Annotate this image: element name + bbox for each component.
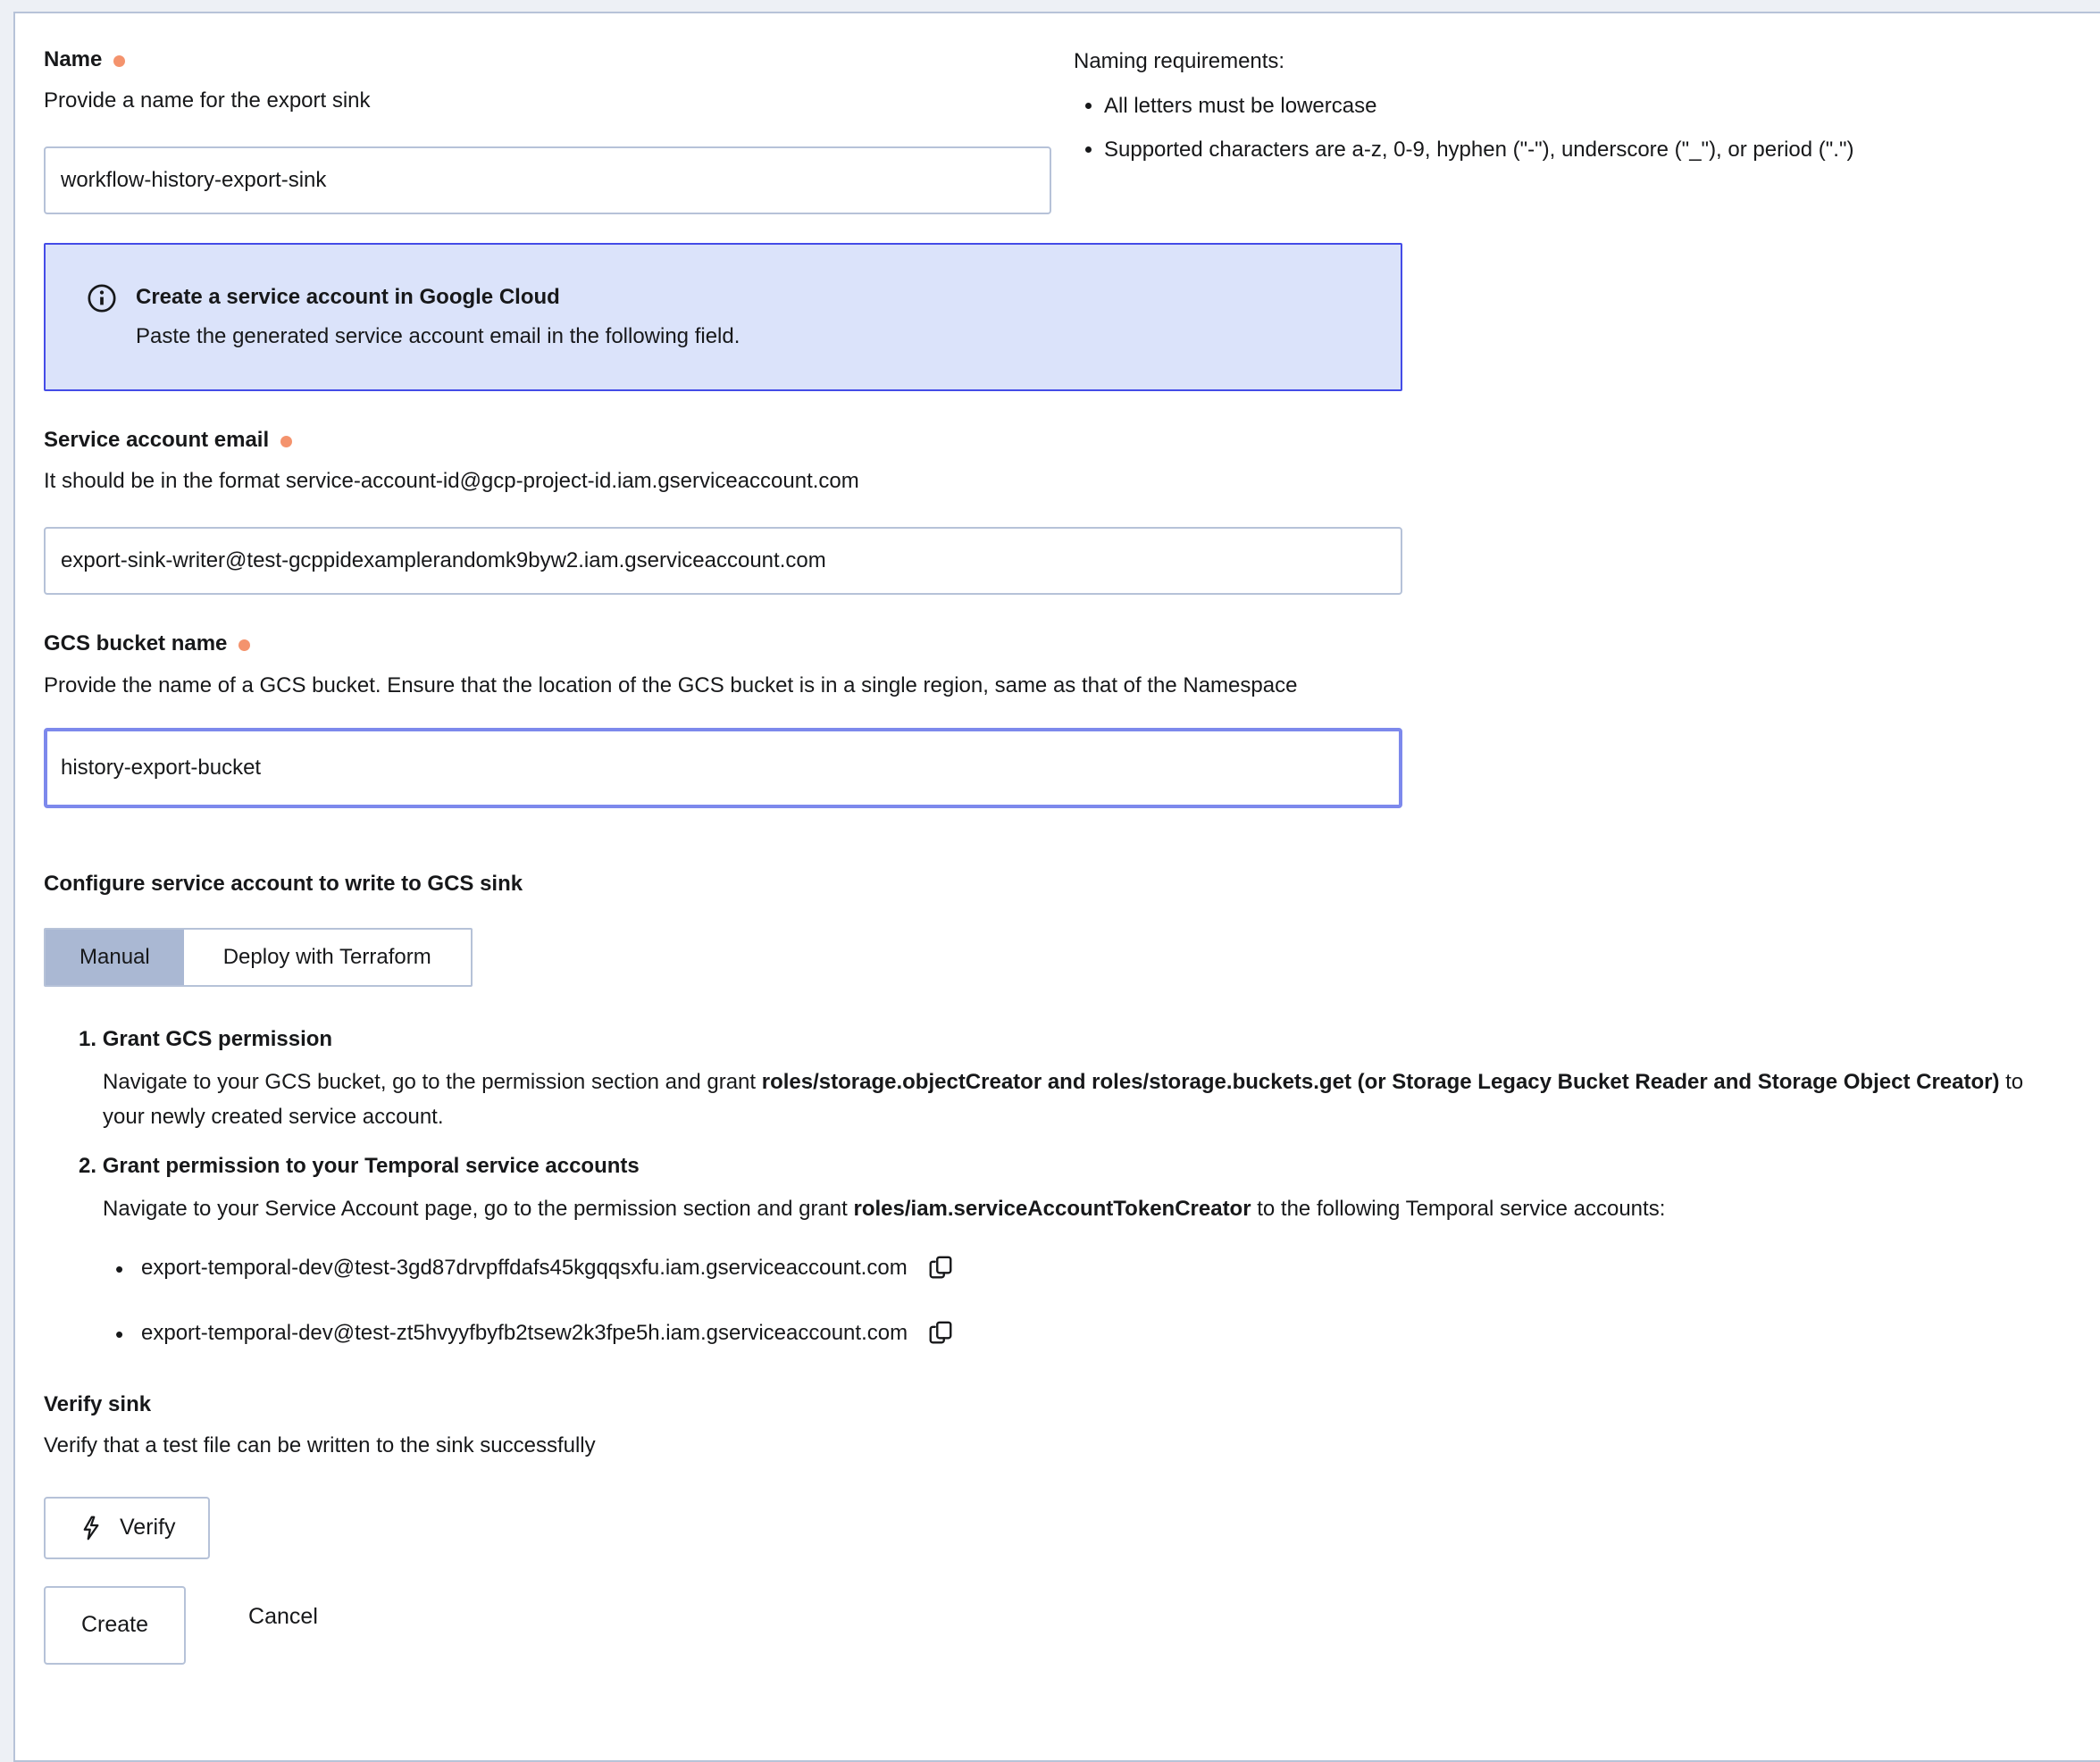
required-dot — [113, 55, 125, 67]
bucket-section — [44, 629, 2100, 807]
name-section — [44, 45, 2100, 214]
name-input[interactable] — [44, 146, 1051, 214]
step-body-text: Navigate to your Service Account page, go to the permission section and grant — [103, 1196, 854, 1221]
service-account-label: Service account email — [44, 428, 270, 453]
verify-title: Verify sink — [44, 1391, 152, 1416]
step-number: 1. — [79, 1026, 97, 1051]
service-account-label-row — [44, 425, 2100, 455]
step-body-bold: roles/iam.serviceAccountTokenCreator — [853, 1196, 1251, 1221]
naming-requirements-list — [1074, 91, 2100, 165]
step-title — [79, 1151, 2100, 1182]
naming-requirements — [1074, 45, 2100, 214]
service-account-email: export-temporal-dev@test-3gd87drvpffdafs45kgqqsxfu.iam.gserviceaccount.com — [141, 1256, 908, 1281]
temporal-service-account-list — [115, 1253, 2100, 1348]
step-grant-temporal-permission — [79, 1151, 2100, 1349]
required-dot — [280, 436, 292, 447]
verify-description: Verify that a test file can be written to the sink successfully — [44, 1432, 596, 1457]
bucket-name-input[interactable] — [44, 728, 1402, 808]
step-body — [103, 1065, 2068, 1135]
form-footer — [44, 1586, 2100, 1665]
step-body-text: to your newly created service account. — [103, 1069, 2024, 1129]
manual-steps — [79, 1024, 2100, 1349]
verify-button-label: Verify — [120, 1515, 176, 1541]
step-body — [103, 1192, 2068, 1227]
copy-icon[interactable] — [927, 1254, 954, 1281]
naming-requirement-item: • Supported characters are a-z, 0-9, hyphen ("-"), underscore ("_"), or period (".") — [1104, 135, 2100, 165]
configure-tab-group — [44, 928, 473, 987]
step-body-bold: roles/storage.objectCreator and roles/storage.buckets.get (or Storage Legacy Bucket Reader and Storage Object Creator) — [761, 1069, 2000, 1094]
step-body-text: to the following Temporal service accounts: — [1251, 1196, 1666, 1221]
copy-icon[interactable] — [927, 1319, 954, 1346]
required-dot — [238, 639, 250, 651]
naming-requirement-item: • All letters must be lowercase — [1104, 91, 2100, 121]
step-title-text: Grant permission to your Temporal service accounts — [102, 1153, 640, 1178]
service-account-email: export-temporal-dev@test-zt5hvyyfbyfb2tsew2k3fpe5h.iam.gserviceaccount.com — [141, 1320, 908, 1345]
step-title-text: Grant GCS permission — [102, 1026, 333, 1051]
list-item — [115, 1318, 2100, 1349]
info-banner-title: Create a service account in Google Cloud — [136, 285, 560, 310]
tab-deploy-with-terraform[interactable]: Deploy with Terraform — [184, 930, 471, 985]
step-number: 2. — [79, 1153, 97, 1178]
bucket-label: GCS bucket name — [44, 631, 228, 656]
cancel-button[interactable]: Cancel — [248, 1586, 318, 1630]
verify-button[interactable] — [44, 1497, 210, 1559]
name-label-row — [44, 45, 1053, 75]
step-grant-gcs-permission — [79, 1024, 2100, 1135]
service-account-email-input[interactable] — [44, 527, 1402, 595]
name-label: Name — [44, 47, 103, 71]
naming-requirements-title: Naming requirements: — [1074, 49, 1285, 73]
service-account-section — [44, 425, 2100, 595]
verify-section — [44, 1390, 2100, 1559]
info-icon — [87, 283, 117, 313]
bucket-description: Provide the name of a GCS bucket. Ensure that the location of the GCS bucket is in a single region, same as that of the Namespace — [44, 672, 1298, 697]
bucket-label-row — [44, 629, 2100, 659]
step-body-text: Navigate to your GCS bucket, go to the permission section and grant — [103, 1069, 762, 1094]
list-item — [115, 1253, 2100, 1283]
info-banner-body: Paste the generated service account email in the following field. — [136, 324, 740, 349]
service-account-description: It should be in the format service-account-id@gcp-project-id.iam.gserviceaccount.com — [44, 469, 859, 494]
configure-section-title: Configure service account to write to GCS sink — [44, 871, 523, 896]
create-button[interactable]: Create — [44, 1586, 186, 1665]
step-title — [79, 1024, 2100, 1055]
bolt-icon — [78, 1515, 105, 1541]
info-banner — [44, 243, 1402, 391]
export-sink-form-card — [13, 12, 2100, 1762]
name-description: Provide a name for the export sink — [44, 88, 371, 113]
info-banner-text — [136, 282, 740, 352]
tab-manual[interactable]: Manual — [46, 930, 184, 985]
